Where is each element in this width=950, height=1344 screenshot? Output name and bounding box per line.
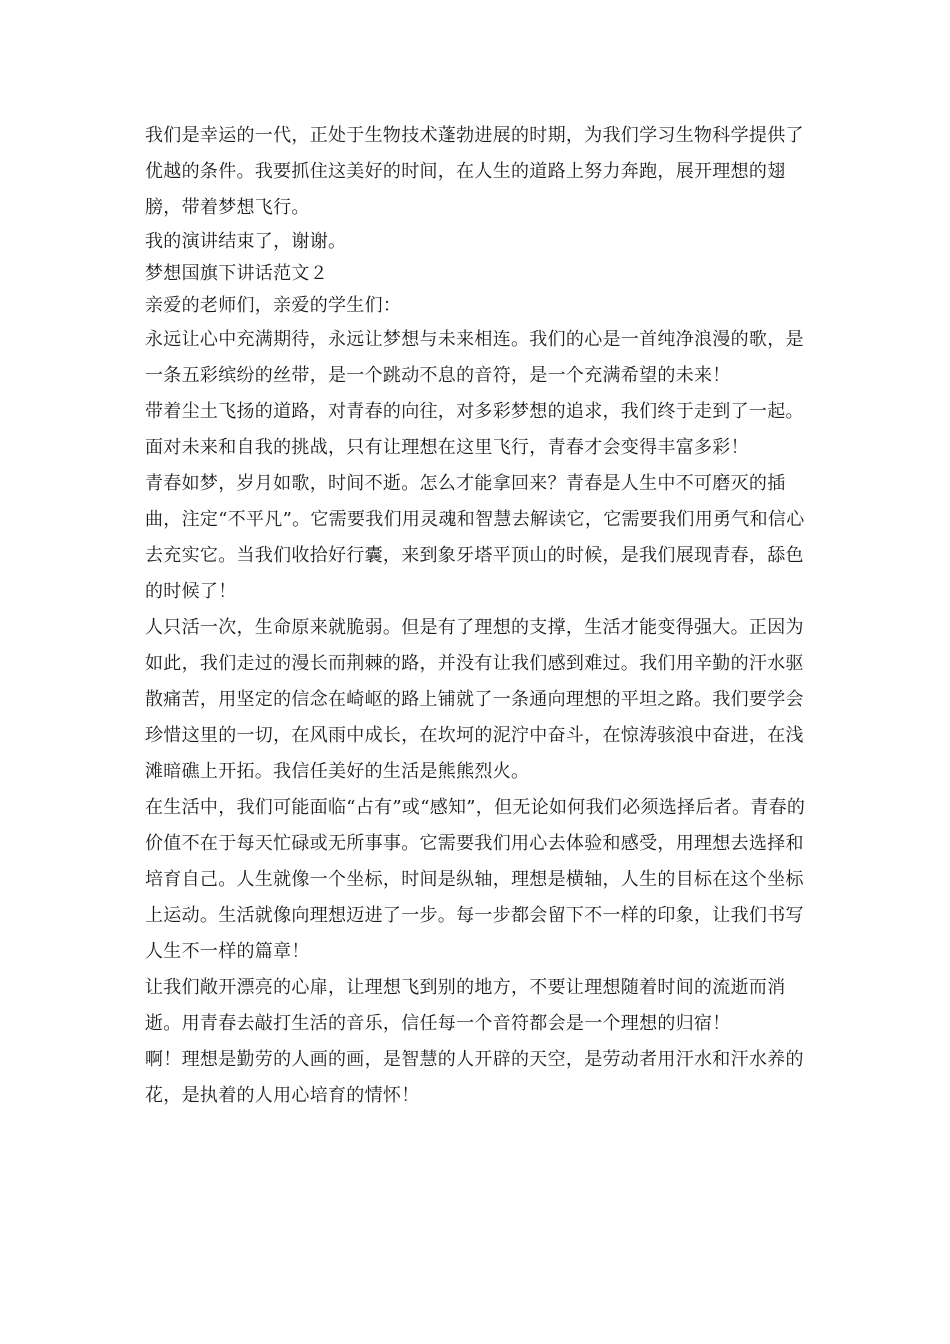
paragraph: 啊！理想是勤劳的人画的画，是智慧的人开辟的天空，是劳动者用汗水和汗水养的花，是执着的人用心培育的情怀！ (145, 1049, 804, 1106)
salutation: 亲爱的老师们，亲爱的学生们： (145, 295, 402, 316)
document-body (145, 118, 810, 1114)
paragraph: 在生活中，我们可能面临“占有”或“感知”，但无论如何我们必须选择后者。青春的价值不在于每天忙碌或无所事事。它需要我们用心去体验和感受，用理想去选择和培育自己。人生就像一个坐标，时间是纵轴，理想是横轴，人生的目标在这个坐标上运动。生活就像向理想迈进了一步。每一步都会留下不一样的印象，让我们书写人生不一样的篇章！ (145, 797, 806, 962)
paragraph: 永远让心中充满期待，永远让梦想与未来相连。我们的心是一首纯净浪漫的歌，是一条五彩缤纷的丝带，是一个跳动不息的音符，是一个充满希望的未来！ (145, 329, 804, 386)
paragraph: 青春如梦，岁月如歌，时间不逝。怎么才能拿回来？青春是人生中不可磨灭的插曲，注定“不平凡”。它需要我们用灵魂和智慧去解读它，它需要我们用勇气和信心去充实它。当我们收拾好行囊，来到象牙塔平顶山的时候，是我们展现青春，舔色的时候了！ (145, 473, 805, 602)
paragraph: 人只活一次，生命原来就脆弱。但是有了理想的支撑，生活才能变得强大。正因为如此，我们走过的漫长而荆棘的路，并没有让我们感到难过。我们用辛勤的汗水驱散痛苦，用坚定的信念在崎岖的路上铺就了一条通向理想的平坦之路。我们要学会珍惜这里的一切，在风雨中成长，在坎坷的泥泞中奋斗，在惊涛骇浪中奋进，在浅滩暗礁上开拓。我信任美好的生活是熊熊烈火。 (145, 617, 804, 782)
paragraph: 让我们敞开漂亮的心扉，让理想飞到别的地方，不要让理想随着时间的流逝而消逝。用青春去敲打生活的音乐，信任每一个音符都会是一个理想的归宿！ (145, 977, 786, 1034)
paragraph: 我的演讲结束了，谢谢。 (145, 231, 347, 252)
section-heading: 梦想国旗下讲话范文２ (145, 263, 328, 284)
paragraph: 带着尘土飞扬的道路，对青春的向往，对多彩梦想的追求，我们终于走到了一起。面对未来和自我的挑战，只有让理想在这里飞行，青春才会变得丰富多彩！ (145, 401, 804, 458)
paragraph: 我们是幸运的一代，正处于生物技术蓬勃进展的时期，为我们学习生物科学提供了优越的条件。我要抓住这美好的时间，在人生的道路上努力奔跑，展开理想的翅膀，带着梦想飞行。 (145, 125, 804, 218)
